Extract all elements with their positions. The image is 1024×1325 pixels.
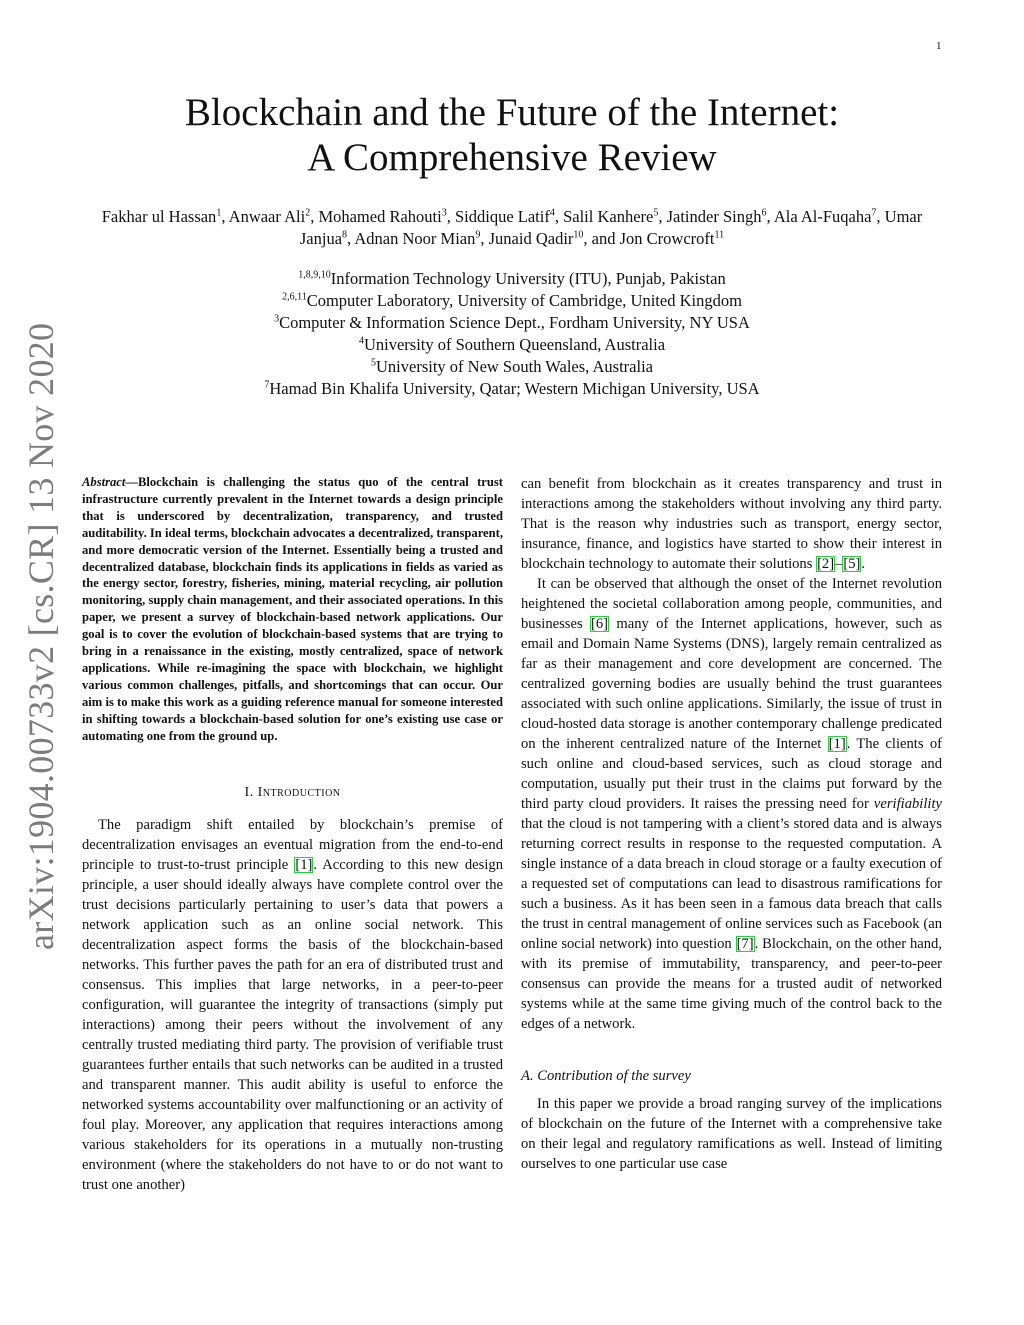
author: Jon Crowcroft$^{11}$ bbox=[619, 229, 725, 248]
citation-link[interactable]: [2] bbox=[817, 556, 835, 572]
affiliation: $^4$University of Southern Queensland, Australia bbox=[358, 335, 666, 354]
arxiv-stamp: arXiv:1904.00733v2 [cs.CR] 13 Nov 2020 bbox=[21, 322, 61, 950]
right-column bbox=[521, 474, 942, 1174]
affiliation: $^{1,8,9,10}$Information Technology University (ITU), Punjab, Pakistan bbox=[298, 269, 726, 288]
intro-paragraph-2: It can be observed that although the onset of the Internet revolution heightened the societal collaboration among people, communities, and businesses [6] many of the Internet applications, however, such as email and Domain Name Systems (DNS), largely remain centralized as far as their management and core development are concerned. The centralized governing bodies are usually behind the trust guarantees associated with such online applications. Similarly, the issue of trust in cloud-hosted data storage is another contemporary challenge predicated on the inherent centralized nature of the Internet [1]. The clients of such online and cloud-based services, such as cloud storage and computation, usually put their trust in the claims put forward by the third party cloud providers. It raises the pressing need for verifiability that the cloud is not tampering with a client’s stored data and is always returning correct results in response to the requested computation. A single instance of a data breach in cloud storage or a faulty execution of a requested set of computations can lead to disastrous ramifications for such a business. As it has been seen in a famous data breach that calls the trust in central management of online services such as Facebook (an online social network) into question [7]. Blockchain, on the other hand, with its premise of immutability, transparency, and peer-to-peer consensus can provide the means for a trusted audit of networked systems while at the same time giving much of the control back to the edges of a network. bbox=[521, 576, 942, 1032]
citation-link[interactable]: [1] bbox=[295, 856, 313, 873]
paper-title bbox=[0, 90, 1024, 180]
author: Mohamed Rahouti$^3$ bbox=[318, 207, 447, 226]
author: Salil Kanhere$^5$ bbox=[563, 207, 659, 226]
citation-link[interactable]: [6] bbox=[590, 616, 609, 632]
title-line-2: A Comprehensive Review bbox=[307, 136, 717, 179]
author: Fakhar ul Hassan$^1$ bbox=[101, 207, 222, 226]
left-column bbox=[82, 474, 503, 1195]
author-conjunction: and bbox=[591, 229, 616, 248]
affiliation: $^{2,6,11}$Computer Laboratory, University of Cambridge, United Kingdom bbox=[282, 291, 742, 310]
intro-paragraph-1: The paradigm shift entailed by blockchain’s premise of decentralization envisages an eventual migration from the end-to-end principle to trust-to-trust principle [1]. According to this new design principle, a user should ideally always have complete control over the trust decisions particularly pertaining to user’s data that powers a network application such as an online social network. This decentralization aspect forms the basis of the blockchain-based networks. This further paves the path for an era of distributed trust and consensus. This implies that large networks, in a peer-to-peer configuration, will guarantee the integrity of transactions (simply put interactions) among their peers without the involvement of any centrally trusted mediating third party. The provision of verifiable trust guarantees further entails that such networks can be audited in a trusted and transparent manner. This audit ability is useful to enforce the networked systems accountability over malfunctioning or an activity of foul play. Moreover, any application that requires interactions among various stakeholders for its operations in a mutually non-trusting environment (where the stakeholders do not have to or do not want to trust one another) bbox=[82, 816, 503, 1193]
title-line-1: Blockchain and the Future of the Internet: bbox=[184, 91, 840, 134]
author: Junaid Qadir$^{10}$ bbox=[488, 229, 584, 248]
author: Ala Al-Fuqaha$^7$ bbox=[773, 207, 877, 226]
author: Anwaar Ali$^2$ bbox=[228, 207, 311, 226]
citation-link[interactable]: [5] bbox=[843, 556, 861, 572]
author: Adnan Noor Mian$^9$ bbox=[354, 229, 481, 248]
citation-link[interactable]: [1] bbox=[828, 736, 846, 752]
contribution-paragraph: In this paper we provide a broad ranging survey of the implications of blockchain on the future of the Internet with a comprehensive take on their legal and regulatory ramifications as well. Instead of limiting ourselves to one particular use case bbox=[521, 1096, 942, 1172]
abstract-label: Abstract bbox=[82, 475, 126, 489]
intro-paragraph-1-continued: can benefit from blockchain as it creates transparency and trust in interactions among the stakeholders without involving any third party. That is the reason why industries such as transport, energy sector, insurance, finance, and logistics have started to show their interest in blockchain technology to automate their solutions [2]–[5]. bbox=[521, 476, 942, 572]
abstract-text: —Blockchain is challenging the status quo of the central trust infrastructure currently prevalent in the Internet towards a design principle that is underscored by decentralization, transparency, and trusted auditability. In ideal terms, blockchain advocates a decentralized, transparent, and more democratic version of the Internet. Essentially being a trusted and decentralized database, blockchain finds its applications in fields as varied as the energy sector, forestry, fisheries, mining, material recycling, air pollution monitoring, supply chain management, and their associated operations. In this paper, we present a survey of blockchain-based network applications. Our goal is to cover the evolution of blockchain-based systems that are trying to bring in a renaissance in the existing, mostly centralized, space of network applications. While re-imagining the space with blockchain, we highlight various common challenges, pitfalls, and shortcomings that can occur. Our aim is to make this work as a guiding reference manual for someone interested in shifting towards a blockchain-based solution for one’s existing use case or automating one from the ground up. bbox=[82, 475, 504, 743]
author-list: Fakhar ul Hassan$^1$, Anwaar Ali$^2$, Mohamed Rahouti$^3$, Siddique Latif$^4$, Salil Kanhere$^5$, Jatinder Singh$^6$, Ala Al-Fuqaha$^7$, Umar Janjua$^8$, Adnan Noor Mian$^9$, Junaid Qadir$^{10}$, and Jon Crowcroft$^{11}$ bbox=[101, 207, 923, 248]
page-number: 1 bbox=[936, 40, 942, 52]
author: Umar Janjua$^8$ bbox=[299, 207, 923, 248]
citation-link[interactable]: [7] bbox=[736, 936, 754, 952]
title-block bbox=[0, 90, 1024, 180]
section-heading-introduction: I. Introduction bbox=[244, 784, 341, 800]
affiliation: $^7$Hamad Bin Khalifa University, Qatar; Western Michigan University, USA bbox=[264, 379, 760, 398]
author: Jatinder Singh$^6$ bbox=[666, 207, 767, 226]
affiliation-list bbox=[0, 268, 1024, 400]
affiliation: $^3$Computer & Information Science Dept., Fordham University, NY USA bbox=[274, 313, 750, 332]
affiliation: $^5$University of New South Wales, Australia bbox=[371, 357, 653, 376]
author: Siddique Latif$^4$ bbox=[454, 207, 555, 226]
abstract bbox=[82, 474, 503, 745]
subsection-heading-contribution: A. Contribution of the survey bbox=[521, 1068, 691, 1084]
